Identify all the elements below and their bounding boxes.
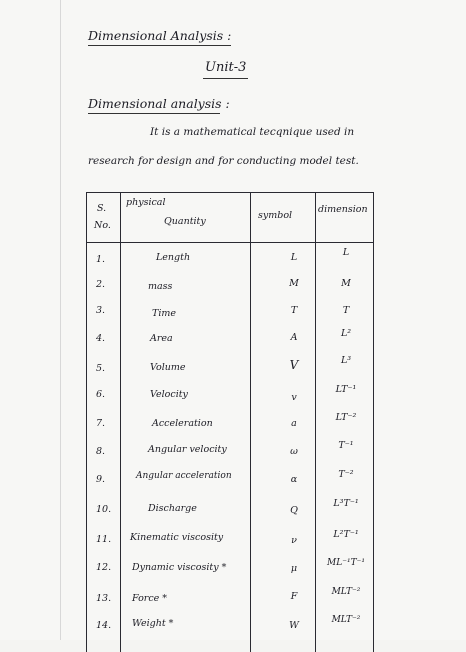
row-quantity: Angular acceleration <box>136 471 232 481</box>
section-underline <box>88 113 220 114</box>
table-border-left <box>86 192 87 652</box>
row-dimension: L³T⁻¹ <box>333 498 359 509</box>
row-symbol: V <box>289 358 299 372</box>
section-heading <box>88 96 230 111</box>
table-border-top <box>86 192 374 193</box>
row-dimension: LT⁻² <box>335 412 357 423</box>
paragraph-line-1: It is a mathematical tecqnique used in <box>150 126 355 138</box>
unit-heading-text: Unit-3 <box>205 60 247 75</box>
row-quantity: Discharge <box>148 503 197 514</box>
title-underline <box>88 45 231 46</box>
dimension-table <box>86 192 374 652</box>
row-dimension: MLT⁻² <box>331 615 361 625</box>
row-quantity: Force * <box>132 593 168 604</box>
row-sno: 8. <box>96 446 106 457</box>
row-dimension: L³ <box>340 355 352 366</box>
row-symbol: M <box>289 278 299 289</box>
header-sno-line1: S. <box>97 203 107 214</box>
row-sno: 6. <box>96 389 106 400</box>
row-quantity: Acceleration <box>152 418 213 429</box>
row-symbol: F <box>290 591 298 602</box>
unit-heading <box>205 60 246 75</box>
row-quantity: Velocity <box>150 389 188 400</box>
row-quantity: Volume <box>150 362 186 373</box>
header-quantity-line1: physical <box>126 197 166 208</box>
row-quantity: mass <box>148 281 173 292</box>
paragraph-line-2: research for design and for conducting model test. <box>88 155 359 167</box>
header-symbol: symbol <box>258 210 293 221</box>
row-sno: 14. <box>96 620 112 631</box>
header-sno-line2: No. <box>94 220 111 231</box>
row-sno: 5. <box>96 363 106 374</box>
row-symbol: A <box>290 332 298 343</box>
section-heading-text: Dimensional analysis : <box>88 96 230 111</box>
row-symbol: W <box>289 620 299 631</box>
row-dimension: L² <box>340 328 352 339</box>
row-quantity: Angular velocity <box>148 444 227 455</box>
row-quantity: Dynamic viscosity * <box>132 562 227 573</box>
row-symbol: μ <box>290 563 298 574</box>
row-dimension: ML⁻¹T⁻¹ <box>327 558 365 568</box>
row-dimension: T⁻¹ <box>338 440 354 451</box>
row-sno: 9. <box>96 474 106 485</box>
row-symbol: ω <box>290 446 298 457</box>
row-dimension: T⁻² <box>338 469 354 480</box>
row-dimension: LT⁻¹ <box>335 384 357 395</box>
row-sno: 7. <box>96 418 106 429</box>
row-symbol: L <box>290 252 298 263</box>
row-symbol: a <box>291 418 297 429</box>
row-sno: 1. <box>96 254 106 265</box>
table-divider-sno <box>120 192 121 652</box>
page-title-text: Dimensional Analysis : <box>88 28 232 43</box>
row-quantity: Weight * <box>132 618 174 629</box>
row-sno: 13. <box>96 593 112 604</box>
row-sno: 12. <box>96 562 112 573</box>
row-sno: 11. <box>96 534 112 545</box>
unit-underline <box>203 78 248 79</box>
row-symbol: α <box>290 474 298 485</box>
table-divider-quantity <box>250 192 251 652</box>
row-symbol: ν <box>291 535 297 546</box>
row-quantity: Time <box>152 308 177 319</box>
row-dimension: M <box>341 278 351 289</box>
row-quantity: Area <box>150 333 173 344</box>
margin-line <box>60 0 61 640</box>
row-sno: 10. <box>96 504 112 515</box>
row-symbol: T <box>290 305 298 316</box>
header-quantity-line2: Quantity <box>164 216 206 227</box>
header-dimension: dimension <box>318 204 368 215</box>
page-title <box>88 28 231 43</box>
row-sno: 2. <box>96 279 106 290</box>
row-quantity: Length <box>156 252 191 263</box>
row-dimension: MLT⁻² <box>331 587 361 597</box>
row-sno: 4. <box>96 333 106 344</box>
row-symbol: v <box>291 392 297 403</box>
row-sno: 3. <box>96 305 106 316</box>
row-symbol: Q <box>290 505 298 516</box>
row-dimension: L²T⁻¹ <box>333 529 359 540</box>
row-dimension: T <box>342 305 350 316</box>
table-header-divider <box>86 242 374 243</box>
row-quantity: Kinematic viscosity <box>130 532 224 543</box>
row-dimension: L <box>342 247 350 258</box>
